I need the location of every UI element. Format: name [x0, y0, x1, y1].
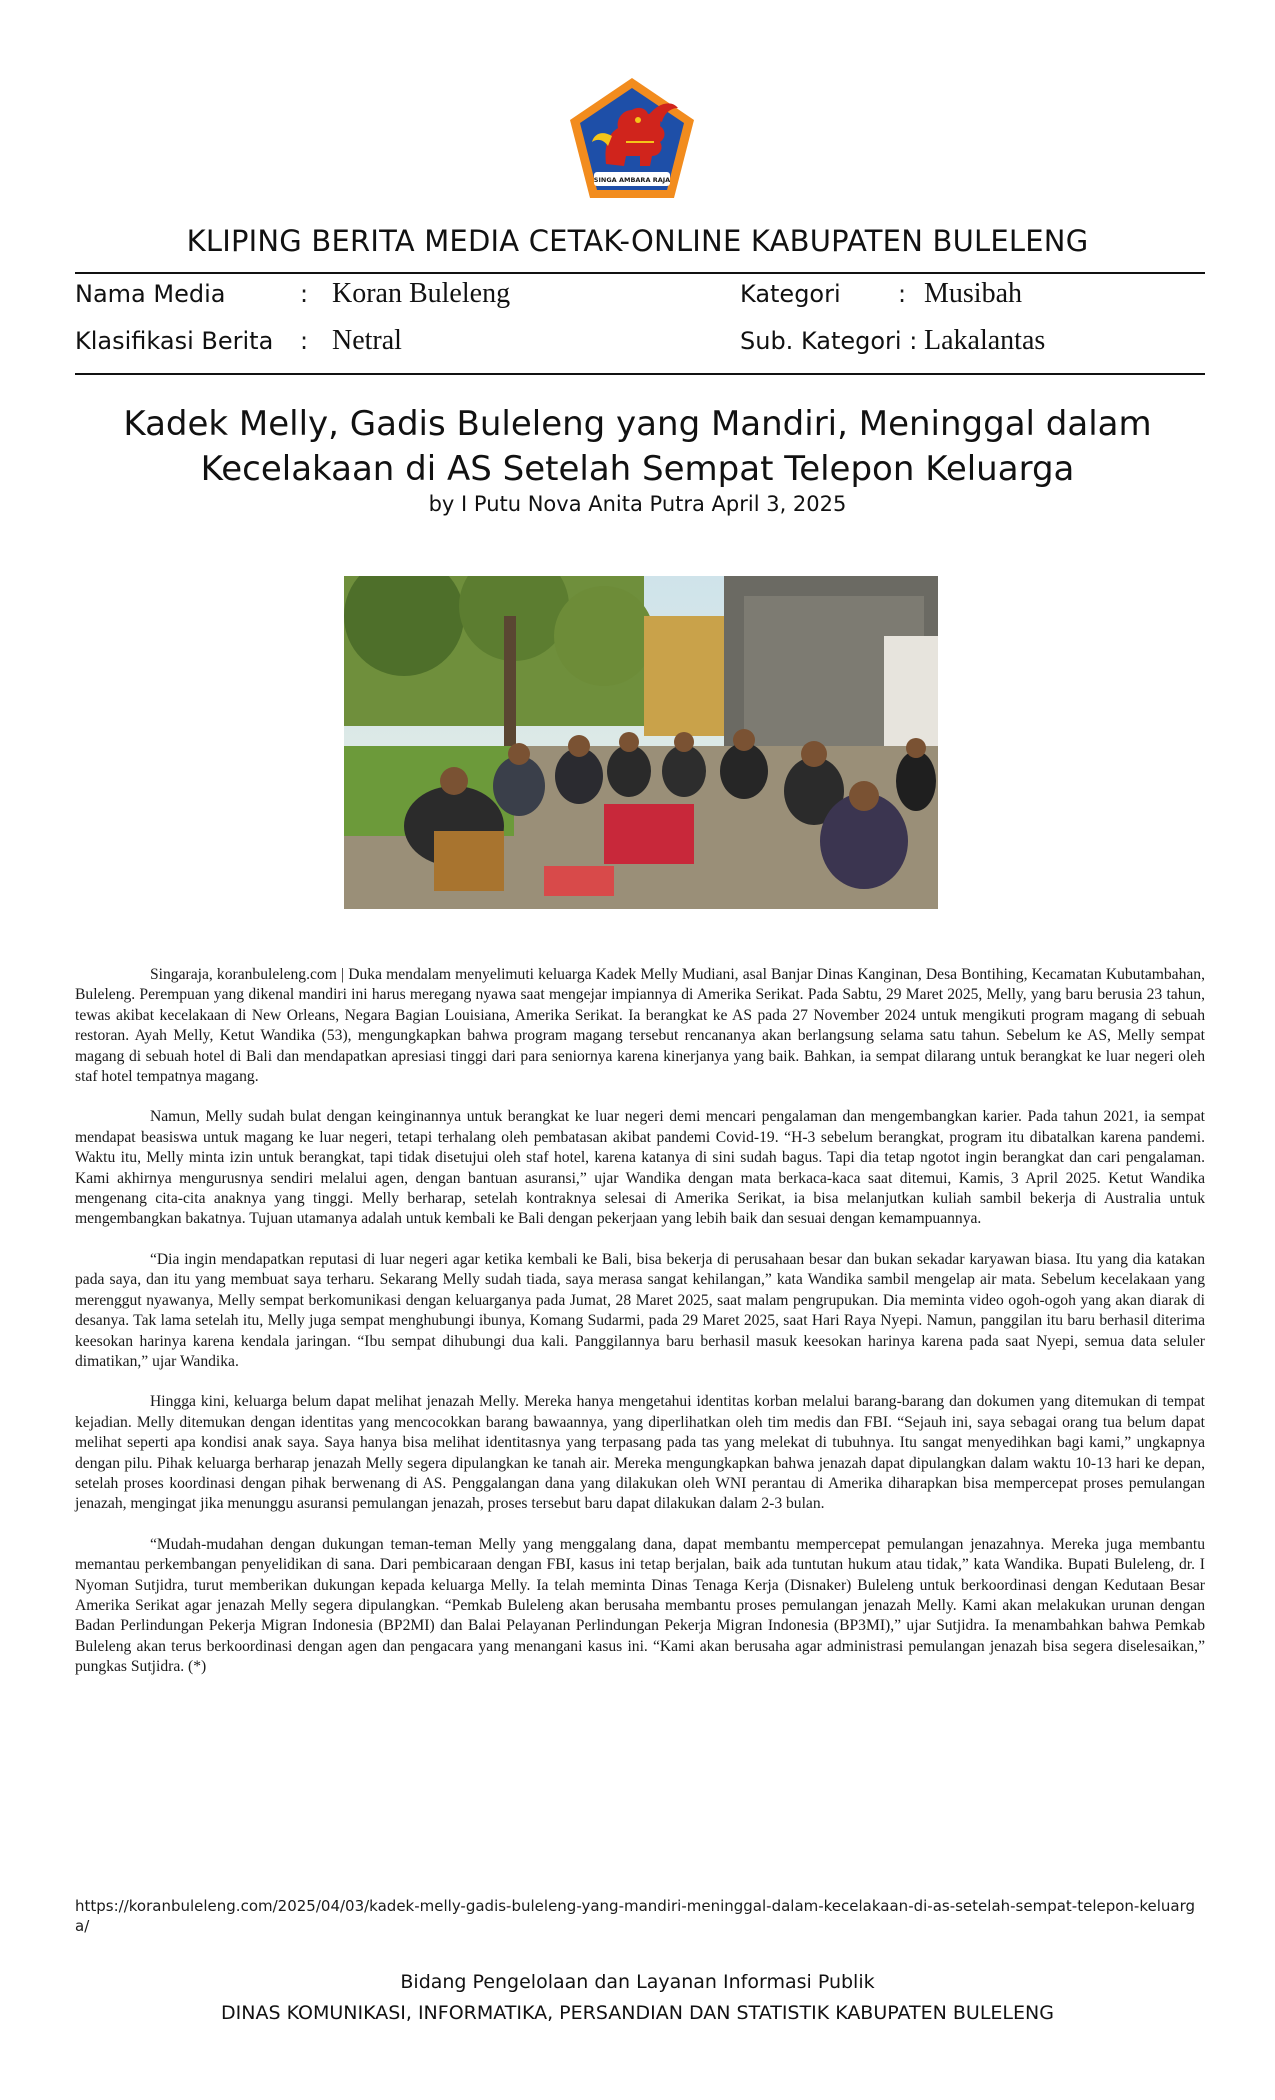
- footer-department: DINAS KOMUNIKASI, INFORMATIKA, PERSANDIAN DAN STATISTIK KABUPATEN BULELENG: [221, 2002, 1054, 2024]
- header-top-divider: [75, 272, 1205, 274]
- article-headline: Kadek Melly, Gadis Buleleng yang Mandiri, Meninggal dalam Kecelakaan di AS Setelah Sempat Telepon Keluarga: [123, 404, 1152, 489]
- article-paragraph: Hingga kini, keluarga belum dapat melihat jenazah Melly. Mereka hanya mengetahui identitas korban melalui barang-barang dan dokumen yang ditemukan di tempat kejadian. Melly ditemukan dengan identitas yang mencocokkan barang bawaannya, yang diperlihatkan oleh tim medis dan FBI. “Sejauh ini, saya sebagai orang tua belum dapat melihat seperti apa kondisi anak saya. Saya hanya bisa melihat identitasnya yang terpasang pada tas yang melekat di tubuhnya. Itu sangat menyedihkan bagi kami,” ungkapnya dengan pilu. Pihak keluarga berharap jenazah Melly segera dipulangkan ke tanah air. Mereka mengungkapkan bahwa jenazah dapat dipulangkan dalam waktu 10-13 hari ke depan, setelah proses koordinasi dengan pihak berwenang di AS. Penggalangan dana yang dilakukan oleh WNI perantau di Amerika diharapkan bisa mempercepat proses pemulangan jenazah, mengingat jika menunggu asuransi pemulangan jenazah, proses tersebut baru dapat dilakukan dalam 2-3 bulan.: [75, 1393, 1205, 1513]
- gathering-photo-image: [344, 576, 938, 909]
- classification-label: Klasifikasi Berita: [75, 327, 274, 355]
- media-name-colon: :: [300, 280, 309, 308]
- clipping-header-title: KLIPING BERITA MEDIA CETAK-ONLINE KABUPATEN BULELENG: [186, 224, 1089, 258]
- article-paragraph: Namun, Melly sudah bulat dengan keinginannya untuk berangkat ke luar negeri demi mencari pengalaman dan mengembangkan karier. Pada tahun 2021, ia sempat mendapat beasiswa untuk magang ke luar negeri, tetapi terhalang oleh pembatasan akibat pandemi Covid-19. “H-3 sebelum berangkat, program itu dibatalkan karena pandemi. Waktu itu, Melly minta izin untuk berangkat, tapi tidak disetujui oleh staf hotel, karena katanya di sini sudah bagus. Tapi dia tetap ngotot ingin berangkat dan cari pengalaman. Kami akhirnya mengurusnya sendiri melalui agen, dengan bantuan asuransi,” ujar Wandika dengan mata berkaca-kaca saat ditemui, Kamis, 3 April 2025. Ketut Wandika mengenang cita-cita anaknya yang tinggi. Melly berharap, setelah kontraknya selesai di Amerika Serikat, ia bisa melanjutkan kuliah sambil bekerja di Australia untuk mengembangkan bakatnya. Tujuan utamanya adalah untuk kembali ke Bali dengan pekerjaan yang lebih baik dan sesuai dengan kemampuannya.: [75, 1108, 1205, 1228]
- header-bottom-divider: [75, 373, 1205, 375]
- article-paragraph: “Dia ingin mendapatkan reputasi di luar negeri agar ketika kembali ke Bali, bisa bekerja di perusahaan besar dan bukan sekadar karyawan biasa. Itu yang dia katakan pada saya, dan itu yang membuat saya terharu. Sekarang Melly sudah tiada, saya merasa sangat kehilangan,” kata Wandika sambil mengelap air mata. Sebelum kecelakaan yang merenggut nyawanya, Melly sempat berkomunikasi dengan keluarganya pada Jumat, 28 Maret 2025, saat malam pengrupukan. Dia meminta video ogoh-ogoh yang akan diarak di desanya. Tak lama setelah itu, Melly juga sempat menghubungi ibunya, Komang Sudarmi, pada 29 Maret 2025, saat Hari Raya Nyepi. Namun, panggilan itu baru berhasil diterima keesokan harinya karena kendala jaringan. “Ibu sempat dihubungi dua kali. Panggilannya baru berhasil masuk keesokan harinya karena pada saat Nyepi, semua data seluler dimatikan,” ujar Wandika.: [75, 1250, 1205, 1370]
- category-value: Musibah: [924, 278, 1022, 309]
- classification-value: Netral: [332, 325, 402, 356]
- subcategory-label: Sub. Kategori :: [740, 327, 918, 355]
- footer-division: Bidang Pengelolaan dan Layanan Informasi Publik: [400, 1971, 875, 1993]
- category-label: Kategori: [740, 280, 841, 308]
- subcategory-value: Lakalantas: [924, 325, 1046, 356]
- article-paragraph: Singaraja, koranbuleleng.com | Duka mendalam menyelimuti keluarga Kadek Melly Mudiani, asal Banjar Dinas Kanginan, Desa Bontihing, Kecamatan Kubutambahan, Buleleng. Perempuan yang dikenal mandiri ini harus meregang nyawa saat mengejar impiannya di Amerika Serikat. Pada Sabtu, 29 Maret 2025, Melly, yang baru berusia 23 tahun, tewas akibat kecelakaan di New Orleans, Negara Bagian Louisiana, Amerika Serikat. Ia berangkat ke AS pada 27 November 2024 untuk mengikuti program magang di sebuah restoran. Ayah Melly, Ketut Wandika (53), mengungkapkan bahwa program magang tersebut rencananya akan berlangsung selama satu tahun. Sebelum ke AS, Melly sempat magang di sebuah hotel di Bali dan mendapatkan apresiasi tinggi dari para seniornya karena kinerjanya yang baik. Bahkan, ia sempat dilarang untuk berangkat ke luar negeri oleh staf hotel tempatnya magang.: [75, 966, 1205, 1086]
- classification-colon: :: [300, 327, 309, 355]
- buleleng-logo: [566, 76, 698, 200]
- article-paragraph: “Mudah-mudahan dengan dukungan teman-teman Melly yang menggalang dana, dapat membantu mempercepat pemulangan jenazahnya. Mereka juga membantu memantau perkembangan penyelidikan di sana. Dari pembicaraan dengan FBI, kasus ini tetap berjalan, baik ada tuntutan hukum atau tidak,” kata Wandika. Bupati Buleleng, dr. I Nyoman Sutjidra, turut memberikan dukungan kepada keluarga Melly. Ia telah meminta Dinas Tenaga Kerja (Disnaker) Buleleng untuk berkoordinasi dengan Kedutaan Besar Amerika Serikat agar jenazah Melly segera dipulangkan. “Pemkab Buleleng akan berusaha membantu proses pemulangan jenazah Melly. Kami akan melakukan urunan dengan Badan Perlindungan Pekerja Migran Indonesia (BP2MI) dan Balai Pelayanan Perlindungan Pekerja Migran Indonesia (BP3MI),” ujar Sutjidra. Ia menambahkan bahwa Pemkab Buleleng akan terus berkoordinasi dengan agen dan pengacara yang menangani kasus ini. “Kami akan berusaha agar administrasi pemulangan jenazah bisa segera diselesaikan,” pungkas Sutjidra. (*): [75, 1535, 1205, 1676]
- media-name-value: Koran Buleleng: [332, 278, 511, 309]
- article-byline: by I Putu Nova Anita Putra April 3, 2025: [428, 492, 847, 516]
- singa-ambara-raja-emblem-icon: [566, 76, 698, 200]
- article-photo: [344, 576, 938, 909]
- logo-motto-text: SINGA AMBARA RAJA: [593, 176, 671, 184]
- article-body: [75, 965, 1205, 1698]
- category-colon: :: [898, 280, 907, 308]
- source-url-link[interactable]: https://koranbuleleng.com/2025/04/03/kadek-melly-gadis-buleleng-yang-mandiri-meninggal-dalam-kecelakaan-di-as-setelah-sempat-telepon-keluarga/: [75, 1897, 1196, 1935]
- media-name-label: Nama Media: [75, 280, 226, 308]
